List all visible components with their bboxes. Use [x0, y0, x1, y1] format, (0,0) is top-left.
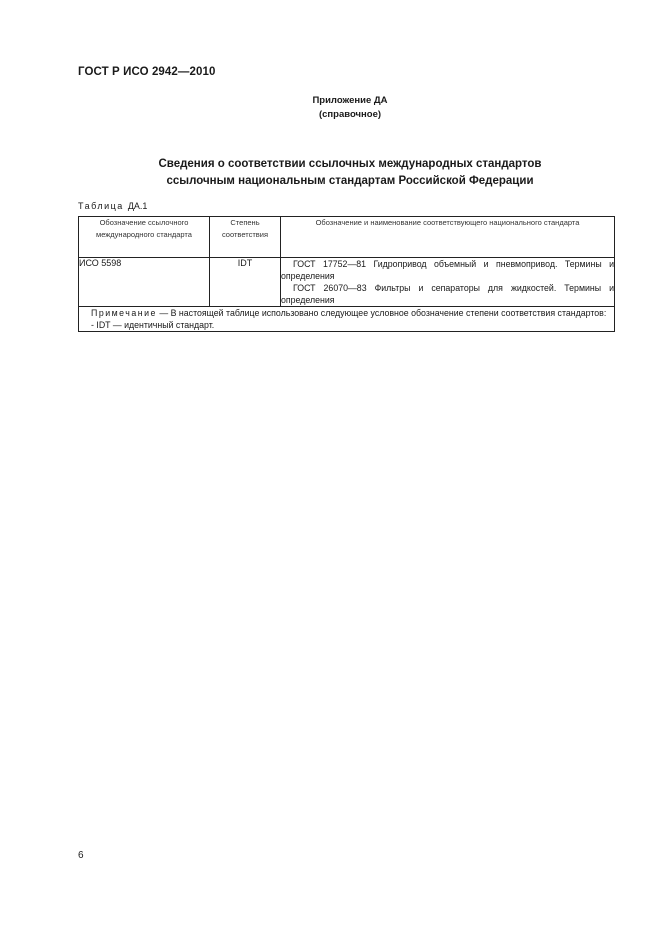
table-caption	[78, 201, 147, 211]
page-number: 6	[78, 850, 84, 861]
header-national-standard: Обозначение и наименование соответствующего национального стандарта	[281, 217, 615, 258]
cell-degree: IDT	[210, 258, 281, 307]
appendix-title: Приложение ДА	[312, 95, 388, 106]
national-standard-2: ГОСТ 26070—83 Фильтры и сепараторы для жидкостей. Термины и определения	[281, 283, 614, 305]
table-caption-word: Таблица	[78, 201, 124, 211]
note-item: - IDT — идентичный стандарт.	[91, 320, 215, 330]
header-degree-of-conformity: Степень соответствия	[210, 217, 281, 258]
cell-international-standard: ИСО 5598	[79, 258, 210, 307]
section-title-line-1: Сведения о соответствии ссылочных международных стандартов	[158, 158, 542, 170]
document-code: ГОСТ Р ИСО 2942—2010	[78, 66, 216, 78]
note-head: Примечание	[91, 308, 157, 318]
conformity-table	[78, 216, 615, 332]
header-international-standard: Обозначение ссылочного международного стандарта	[79, 217, 210, 258]
table-caption-number: ДА.1	[127, 201, 148, 211]
table-header-row	[79, 217, 615, 258]
table-note	[79, 307, 615, 332]
table-note-row	[79, 307, 615, 332]
note-text	[79, 307, 614, 319]
note-body: — В настоящей таблице использовано следующее условное обозначение степени соответствия стандартов:	[156, 308, 607, 318]
national-standard-1: ГОСТ 17752—81 Гидропривод объемный и пневмопривод. Термины и определения	[281, 259, 614, 281]
table-row	[79, 258, 615, 307]
appendix-type: (справочное)	[318, 109, 382, 120]
section-title-line-2: ссылочным национальным стандартам Российской Федерации	[166, 175, 534, 187]
cell-national-standards	[281, 258, 615, 307]
